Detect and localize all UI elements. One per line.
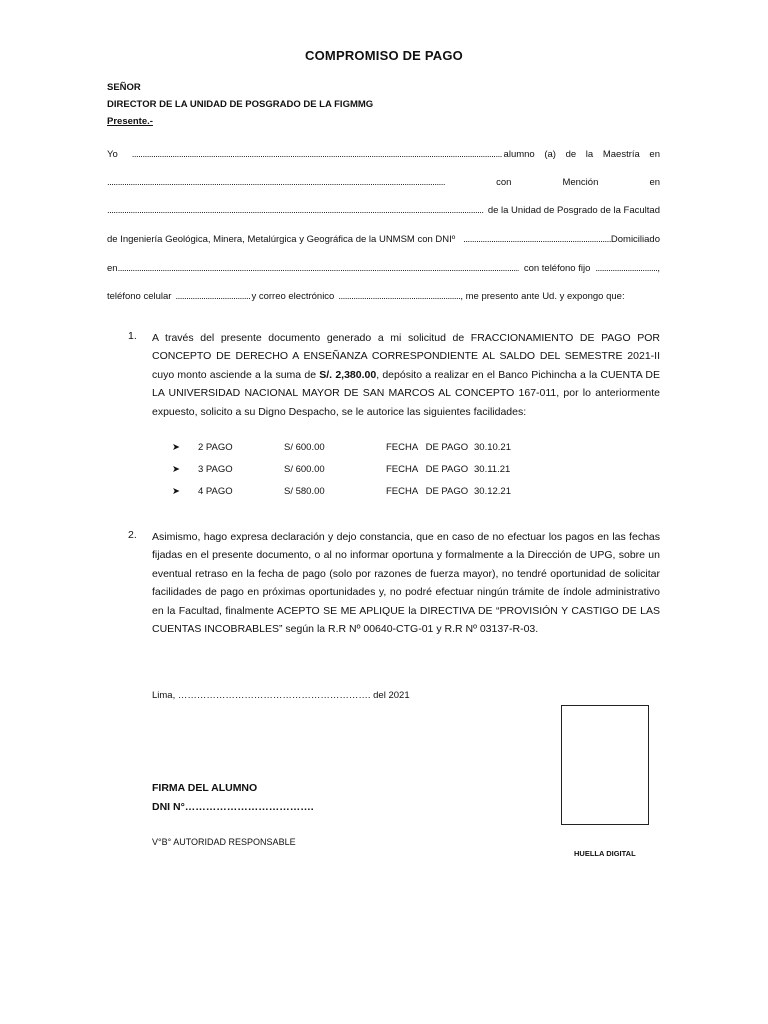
- addressee-line-senor: SEÑOR: [107, 82, 141, 93]
- label-comma: ,: [657, 263, 660, 274]
- document-title: COMPROMISO DE PAGO: [305, 48, 463, 63]
- label-telefono-celular: teléfono celular: [107, 291, 172, 302]
- item-1-text-b: , depósito a realizar en el Banco Pichincha a la CUENTA DE LA UNIVERSIDAD NACIONAL MAYOR DE SAN MARCOS AL CONCEPTO 167-011, por lo anteriormente expuesto, solicito a su Digno Despacho, se le autorice las siguientes facilidades:: [152, 368, 660, 418]
- blank-domicilio[interactable]: [118, 263, 519, 274]
- blank-date[interactable]: ……………………………………………………: [177, 690, 368, 701]
- item-1-paragraph: [152, 329, 660, 421]
- date-suffix: . del 2021: [367, 690, 410, 701]
- label-presento: , me presento ante Ud. y expongo que:: [460, 291, 625, 302]
- payment-amount: S/ 580.00: [284, 486, 325, 497]
- item-2-number: 2.: [128, 529, 137, 541]
- label-domiciliado: Domiciliado: [610, 234, 660, 245]
- blank-name[interactable]: [132, 149, 502, 160]
- date-line: [152, 690, 410, 701]
- label-con: con: [496, 177, 512, 188]
- label-en: en: [649, 177, 661, 188]
- payment-label: 2 PAGO: [198, 442, 233, 453]
- form-line-contacto: [107, 291, 660, 302]
- label-alumno: alumno (a) de la Maestría en: [503, 149, 660, 160]
- label-en-domicilio: en: [107, 263, 118, 274]
- payment-date: 30.11.21: [474, 464, 511, 475]
- addressee-line-presente: Presente.-: [107, 116, 153, 127]
- blank-telefono-fijo[interactable]: [595, 263, 657, 274]
- payment-date: 30.10.21: [474, 442, 511, 453]
- item-1-number: 1.: [128, 330, 137, 342]
- form-line-domicilio: [107, 263, 660, 274]
- payment-amount: S/ 600.00: [284, 442, 325, 453]
- date-prefix: Lima,: [152, 690, 178, 701]
- blank-correo[interactable]: [338, 291, 460, 302]
- payment-label: 3 PAGO: [198, 464, 233, 475]
- form-line-dni: [107, 234, 660, 245]
- fingerprint-box[interactable]: [561, 705, 649, 825]
- bullet-arrow-icon: ➤: [172, 464, 180, 475]
- item-1-text-a: A través del presente documento generado a mi solicitud de FRACCIONAMIENTO DE PAGO POR CONCEPTO DE DERECHO A ENSEÑANZA CORRESPONDIENTE AL SALDO DEL SEMESTRE 2021-II cuyo monto asciende a la suma de: [152, 332, 660, 381]
- blank-dni[interactable]: [463, 234, 611, 245]
- payment-date-label: FECHA DE PAGO: [386, 442, 469, 453]
- blank-mencion[interactable]: [107, 205, 484, 216]
- form-line-mencion: [107, 205, 660, 216]
- payment-date-label: FECHA DE PAGO: [386, 486, 469, 497]
- authority-label: V°B° AUTORIDAD RESPONSABLE: [152, 837, 296, 847]
- payment-amount: S/ 600.00: [284, 464, 325, 475]
- item-1-amount: S/. 2,380.00: [319, 368, 377, 381]
- label-mencion: Mención: [562, 177, 599, 188]
- signature-dni[interactable]: DNI N°……………………………….: [152, 801, 314, 813]
- item-2-paragraph: Asimismo, hago expresa declaración y dejo constancia, que en caso de no efectuar los pagos en las fechas fijadas en el presente documento, o al no informar oportuna y formalmente a la Dirección de UPG, sobre un eventual retraso en la fecha de pago (solo por razones de fuerza mayor), no tendré oportunidad de solicitar facilidades de pago en próximas oportunidades y, no podré efectuar ningún trámite de índole administrativo en la Facultad, finalmente ACEPTO SE ME APLIQUE la DIRECTIVA DE “PROVISIÓN Y CASTIGO DE LAS CUENTAS INCOBRABLES” según la R.R Nº 00640-CTG-01 y R.R Nº 03137-R-03.: [152, 531, 660, 636]
- form-line-name: [107, 149, 660, 160]
- label-unidad: de la Unidad de Posgrado de la Facultad: [487, 205, 660, 216]
- payment-label: 4 PAGO: [198, 486, 233, 497]
- signature-label: FIRMA DEL ALUMNO: [152, 782, 258, 794]
- blank-maestria[interactable]: [107, 177, 445, 188]
- form-line-maestria: [107, 177, 660, 188]
- label-yo: Yo: [107, 149, 118, 160]
- addressee-line-director: DIRECTOR DE LA UNIDAD DE POSGRADO DE LA FIGMMG: [107, 99, 374, 110]
- label-facultad: de Ingeniería Geológica, Minera, Metalúrgica y Geográfica de la UNMSM con DNIº: [107, 234, 456, 245]
- label-telefono-fijo: con teléfono fijo: [523, 263, 591, 274]
- fingerprint-label: HUELLA DIGITAL: [574, 849, 636, 858]
- payment-date-label: FECHA DE PAGO: [386, 464, 469, 475]
- payment-date: 30.12.21: [474, 486, 511, 497]
- label-correo: y correo electrónico: [251, 291, 335, 302]
- bullet-arrow-icon: ➤: [172, 486, 180, 497]
- bullet-arrow-icon: ➤: [172, 442, 180, 453]
- blank-telefono-celular[interactable]: [175, 291, 251, 302]
